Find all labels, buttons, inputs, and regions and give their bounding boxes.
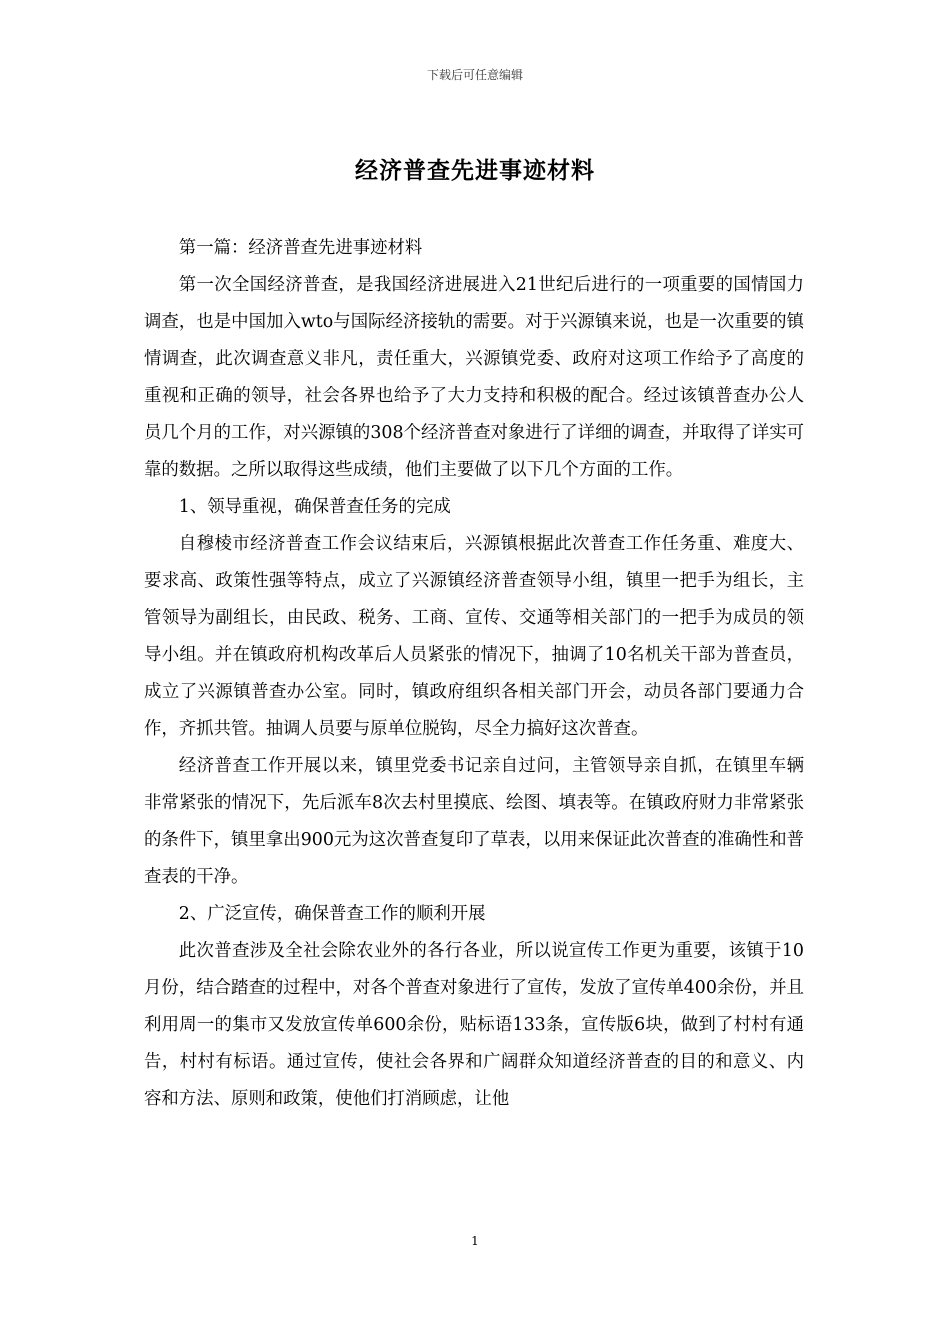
document-title: 经济普查先进事迹材料: [355, 157, 595, 184]
body-paragraph: 第一次全国经济普查，是我国经济进展进入21世纪后进行的一项重要的国情国力调查，也是中国加入wto与国际经济接轨的需要。对于兴源镇来说，也是一次重要的镇情调查，此次调查意义非凡，责任重大，兴源镇党委、政府对这项工作给予了高度的重视和正确的领导，社会各界也给予了大力支持和积极的配合。经过该镇普查办公人员几个月的工作，对兴源镇的308个经济普查对象进行了详细的调查，并取得了详实可靠的数据。之所以取得这些成绩，他们主要做了以下几个方面的工作。: [144, 275, 804, 480]
subsection-heading: 1、领导重视，确保普查任务的完成: [178, 497, 451, 517]
section-heading: 第一篇：经济普查先进事迹材料: [178, 238, 423, 258]
body-paragraph: 此次普查涉及全社会除农业外的各行各业，所以说宣传工作更为重要，该镇于10月份，结合踏查的过程中，对各个普查对象进行了宣传，发放了宣传单400余份，并且利用周一的集市又发放宣传单600余份，贴标语133条，宣传版6块，做到了村村有通告，村村有标语。通过宣传，使社会各界和广阔群众知道经济普查的目的和意义、内容和方法、原则和政策，使他们打消顾虑，让他: [144, 941, 804, 1109]
subsection-heading: 2、广泛宣传，确保普查工作的顺利开展: [178, 904, 486, 924]
body-paragraph: 自穆棱市经济普查工作会议结束后，兴源镇根据此次普查工作任务重、难度大、要求高、政策性强等特点，成立了兴源镇经济普查领导小组，镇里一把手为组长，主管领导为副组长，由民政、税务、工商、宣传、交通等相关部门的一把手为成员的领导小组。并在镇政府机构改革后人员紧张的情况下，抽调了10名机关干部为普查员，成立了兴源镇普查办公室。同时，镇政府组织各相关部门开会，动员各部门要通力合作，齐抓共管。抽调人员要与原单位脱钩，尽全力搞好这次普查。: [144, 534, 804, 739]
page-number: 1: [471, 1234, 479, 1248]
body-paragraph: 经济普查工作开展以来，镇里党委书记亲自过问，主管领导亲自抓，在镇里车辆非常紧张的情况下，先后派车8次去村里摸底、绘图、填表等。在镇政府财力非常紧张的条件下，镇里拿出900元为这次普查复印了草表，以用来保证此次普查的准确性和普查表的干净。: [144, 756, 804, 887]
header-note: 下载后可任意编辑: [426, 68, 523, 82]
document-body: [144, 230, 804, 1118]
